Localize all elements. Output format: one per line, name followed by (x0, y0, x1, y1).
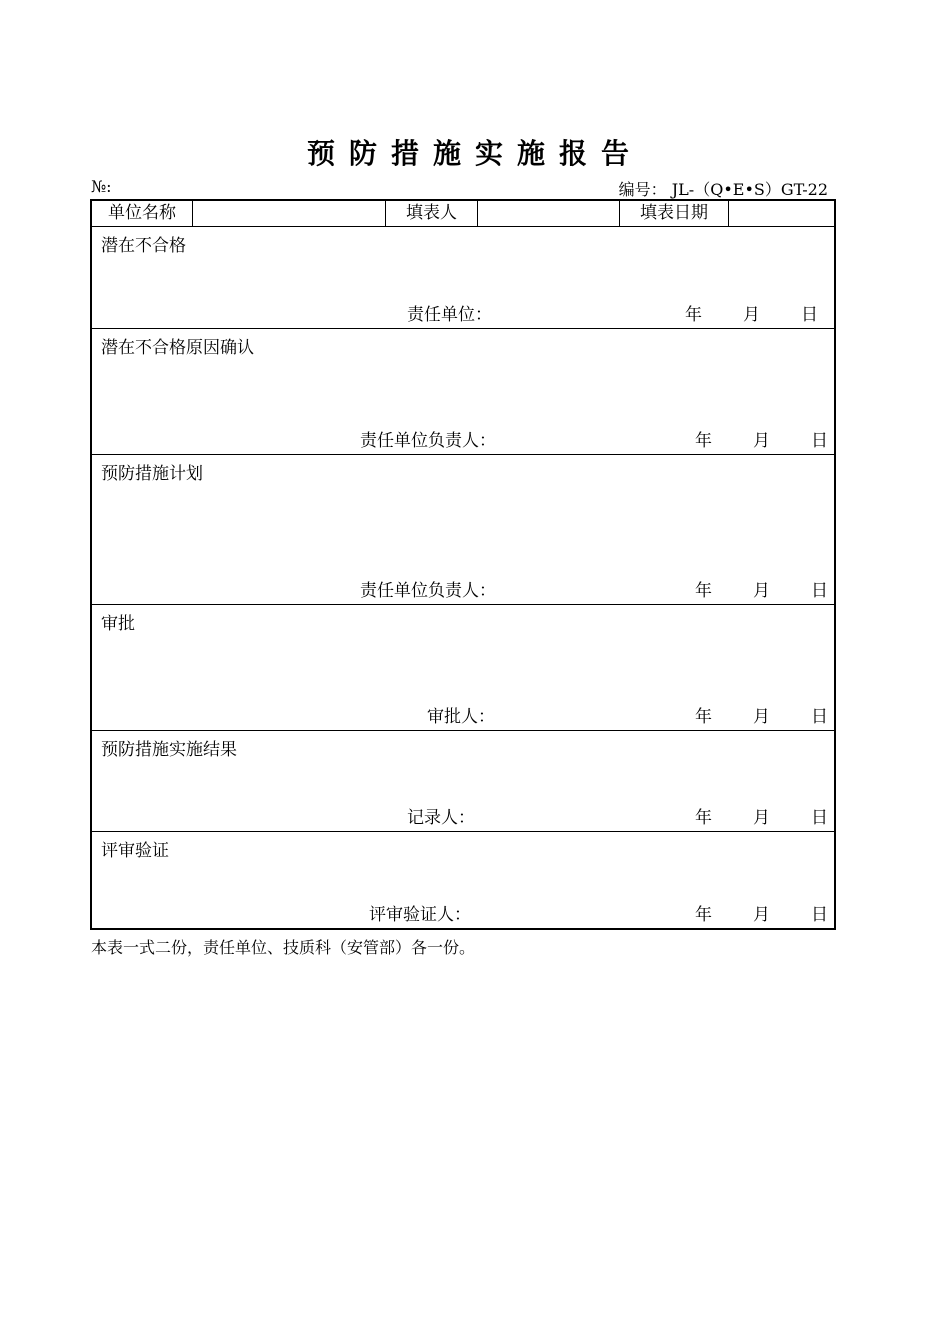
unit-name-label: 单位名称 (108, 203, 176, 223)
day-label: 日 (811, 431, 828, 451)
report-form (90, 199, 836, 930)
sign-label: 评审验证人： (369, 905, 471, 925)
year-label: 年 (695, 707, 712, 727)
month-label: 月 (753, 808, 770, 828)
section-approval[interactable] (92, 605, 834, 731)
filler-field[interactable] (478, 201, 619, 226)
year-label: 年 (695, 808, 712, 828)
section-implementation-result[interactable] (92, 731, 834, 832)
sign-label: 责任单位： (407, 305, 492, 325)
month-label: 月 (743, 305, 760, 325)
month-label: 月 (753, 581, 770, 601)
section-cause-confirmation[interactable] (92, 329, 834, 455)
footnote: 本表一式二份，责任单位、技质科（安管部）各一份。 (91, 938, 476, 957)
sign-label: 记录人： (407, 808, 475, 828)
section-title: 潜在不合格 (101, 236, 186, 256)
form-header-row (92, 201, 834, 227)
section-title: 评审验证 (101, 841, 169, 861)
day-label: 日 (811, 581, 828, 601)
document-code: 编号： JL-（Q•E•S）GT-22 (618, 180, 828, 199)
day-label: 日 (801, 305, 818, 325)
unit-name-field[interactable] (193, 201, 385, 226)
sign-label: 审批人： (427, 707, 495, 727)
section-potential-nonconformity[interactable] (92, 227, 834, 329)
fill-date-field[interactable] (729, 201, 834, 226)
page-title: 预防措施实施报告 (306, 137, 643, 170)
month-label: 月 (753, 707, 770, 727)
section-title: 预防措施实施结果 (101, 740, 237, 760)
day-label: 日 (811, 707, 828, 727)
day-label: 日 (811, 808, 828, 828)
sign-label: 责任单位负责人： (360, 431, 496, 451)
section-title: 审批 (101, 614, 135, 634)
section-title: 预防措施计划 (101, 464, 203, 484)
filler-label: 填表人 (406, 203, 457, 223)
serial-number-label: №: (91, 177, 112, 196)
year-label: 年 (695, 581, 712, 601)
year-label: 年 (685, 305, 702, 325)
year-label: 年 (695, 905, 712, 925)
sign-label: 责任单位负责人： (360, 581, 496, 601)
month-label: 月 (753, 905, 770, 925)
fill-date-label: 填表日期 (640, 203, 708, 223)
section-title: 潜在不合格原因确认 (101, 338, 254, 358)
section-preventive-plan[interactable] (92, 455, 834, 605)
month-label: 月 (753, 431, 770, 451)
day-label: 日 (811, 905, 828, 925)
year-label: 年 (695, 431, 712, 451)
section-review-verification[interactable] (92, 832, 834, 928)
